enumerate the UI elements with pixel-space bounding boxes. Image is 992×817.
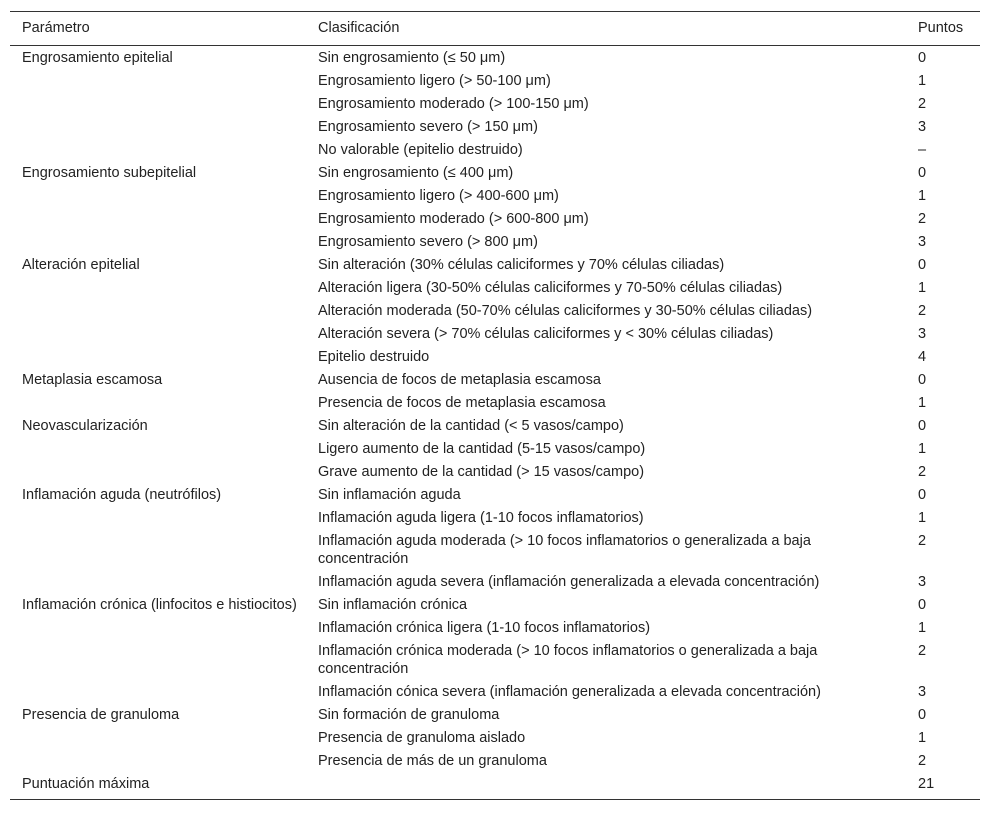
points-cell: 1: [918, 510, 927, 526]
points-cell: 0: [918, 597, 927, 613]
classification-cell: Engrosamiento ligero (> 50-100 μm): [318, 73, 551, 89]
table-body: [10, 46, 980, 800]
table-row: [10, 640, 980, 681]
classification-cell: Engrosamiento moderado (> 100-150 μm): [318, 96, 589, 112]
total-row: [10, 773, 980, 800]
parameter-cell: [10, 231, 306, 254]
header-clasificacion: Clasificación: [306, 12, 906, 46]
parameter-cell: [10, 70, 306, 93]
total-classification-cell: [306, 773, 906, 800]
parameter-cell: [10, 640, 306, 681]
table-row: [10, 594, 980, 617]
points-cell: 3: [918, 119, 927, 135]
classification-cell: Inflamación cónica severa (inflamación generalizada a elevada concentración): [318, 684, 821, 700]
classification-cell: Inflamación crónica moderada (> 10 focos inflamatorios o generalizada a baja concentración: [318, 643, 818, 677]
points-cell: 3: [918, 574, 927, 590]
table-row: [10, 254, 980, 277]
parameter-cell: Engrosamiento subepitelial: [22, 165, 197, 181]
table-row: [10, 727, 980, 750]
table-row: [10, 300, 980, 323]
classification-cell: Alteración severa (> 70% células caliciformes y < 30% células ciliadas): [318, 326, 774, 342]
table-row: [10, 704, 980, 727]
header-row: [10, 12, 980, 46]
points-cell: 1: [918, 620, 927, 636]
classification-cell: Sin alteración de la cantidad (< 5 vasos/campo): [318, 418, 624, 434]
classification-cell: Sin engrosamiento (≤ 400 μm): [318, 165, 514, 181]
points-cell: 0: [918, 418, 927, 434]
points-cell: 2: [918, 211, 927, 227]
table-row: [10, 185, 980, 208]
classification-cell: Grave aumento de la cantidad (> 15 vasos/campo): [318, 464, 645, 480]
points-cell: 2: [918, 533, 927, 549]
classification-cell: Sin inflamación crónica: [318, 597, 468, 613]
table-row: [10, 93, 980, 116]
points-cell: 1: [918, 73, 927, 89]
table-row: [10, 139, 980, 162]
points-cell: 1: [918, 441, 927, 457]
parameter-cell: [10, 208, 306, 231]
parameter-cell: Alteración epitelial: [22, 257, 140, 273]
table-row: [10, 750, 980, 773]
parameter-cell: [10, 571, 306, 594]
classification-cell: Inflamación aguda moderada (> 10 focos inflamatorios o generalizada a baja concentración: [318, 533, 811, 567]
parameter-cell: [10, 681, 306, 704]
parameter-cell: Inflamación crónica (linfocitos e histiocitos): [22, 597, 297, 613]
table-row: [10, 438, 980, 461]
classification-cell: Epitelio destruido: [318, 349, 430, 365]
parameter-cell: Presencia de granuloma: [22, 707, 180, 723]
table-row: [10, 392, 980, 415]
classification-cell: Sin formación de granuloma: [318, 707, 500, 723]
parameter-cell: [10, 185, 306, 208]
scoring-table: [10, 11, 980, 800]
parameter-cell: Inflamación aguda (neutrófilos): [22, 487, 222, 503]
parameter-cell: [10, 116, 306, 139]
classification-cell: Presencia de granuloma aislado: [318, 730, 526, 746]
parameter-cell: Engrosamiento epitelial: [22, 50, 173, 66]
parameter-cell: [10, 617, 306, 640]
parameter-cell: [10, 438, 306, 461]
parameter-cell: [10, 530, 306, 571]
table-row: [10, 116, 980, 139]
parameter-cell: Metaplasia escamosa: [22, 372, 163, 388]
classification-cell: Engrosamiento severo (> 800 μm): [318, 234, 538, 250]
classification-cell: Engrosamiento ligero (> 400-600 μm): [318, 188, 559, 204]
points-cell: 0: [918, 487, 927, 503]
points-cell: 3: [918, 684, 927, 700]
classification-cell: Sin engrosamiento (≤ 50 μm): [318, 50, 506, 66]
table-row: [10, 681, 980, 704]
classification-cell: Inflamación crónica ligera (1-10 focos inflamatorios): [318, 620, 651, 636]
points-cell: 0: [918, 257, 927, 273]
parameter-cell: [10, 727, 306, 750]
parameter-cell: [10, 139, 306, 162]
table-row: [10, 46, 980, 71]
classification-cell: Sin inflamación aguda: [318, 487, 461, 503]
points-cell: 3: [918, 234, 927, 250]
total-points-cell: 21: [906, 773, 980, 800]
points-cell: 3: [918, 326, 927, 342]
table-row: [10, 323, 980, 346]
classification-cell: Ligero aumento de la cantidad (5-15 vasos/campo): [318, 441, 646, 457]
classification-cell: Presencia de focos de metaplasia escamosa: [318, 395, 606, 411]
header-puntos: Puntos: [906, 12, 980, 46]
scoring-table-container: [10, 11, 980, 800]
parameter-cell: [10, 93, 306, 116]
parameter-cell: [10, 392, 306, 415]
table-row: [10, 415, 980, 438]
points-cell: 0: [918, 372, 927, 388]
parameter-cell: [10, 507, 306, 530]
table-row: [10, 571, 980, 594]
table-row: [10, 162, 980, 185]
points-cell: 2: [918, 464, 927, 480]
table-row: [10, 484, 980, 507]
table-row: [10, 346, 980, 369]
classification-cell: Sin alteración (30% células caliciformes y 70% células ciliadas): [318, 257, 725, 273]
table-row: [10, 461, 980, 484]
parameter-cell: [10, 750, 306, 773]
classification-cell: Ausencia de focos de metaplasia escamosa: [318, 372, 601, 388]
classification-cell: Inflamación aguda severa (inflamación generalizada a elevada concentración): [318, 574, 820, 590]
classification-cell: Presencia de más de un granuloma: [318, 753, 547, 769]
parameter-cell: [10, 277, 306, 300]
points-cell: 1: [918, 188, 927, 204]
table-row: [10, 617, 980, 640]
points-cell: 4: [918, 349, 927, 365]
points-cell: 2: [918, 753, 927, 769]
classification-cell: Engrosamiento severo (> 150 μm): [318, 119, 538, 135]
points-cell: 2: [918, 303, 927, 319]
table-row: [10, 369, 980, 392]
points-cell: 1: [918, 730, 927, 746]
points-cell: 0: [918, 50, 927, 66]
points-cell: 0: [918, 707, 927, 723]
classification-cell: Alteración moderada (50-70% células caliciformes y 30-50% células ciliadas): [318, 303, 813, 319]
header-parametro: Parámetro: [10, 12, 306, 46]
classification-cell: No valorable (epitelio destruido): [318, 142, 523, 158]
classification-cell: Alteración ligera (30-50% células caliciformes y 70-50% células ciliadas): [318, 280, 783, 296]
table-row: [10, 208, 980, 231]
parameter-cell: [10, 346, 306, 369]
parameter-cell: [10, 323, 306, 346]
table-row: [10, 507, 980, 530]
points-cell: 1: [918, 280, 927, 296]
parameter-cell: [10, 461, 306, 484]
parameter-cell: Neovascularización: [22, 418, 148, 434]
points-cell: 2: [918, 96, 927, 112]
total-label-cell: Puntuación máxima: [10, 773, 306, 800]
table-row: [10, 231, 980, 254]
points-cell: –: [918, 142, 927, 158]
table-row: [10, 530, 980, 571]
table-header: [10, 12, 980, 46]
classification-cell: Engrosamiento moderado (> 600-800 μm): [318, 211, 589, 227]
table-row: [10, 277, 980, 300]
parameter-cell: [10, 300, 306, 323]
points-cell: 1: [918, 395, 927, 411]
table-row: [10, 70, 980, 93]
points-cell: 2: [918, 643, 927, 659]
points-cell: 0: [918, 165, 927, 181]
classification-cell: Inflamación aguda ligera (1-10 focos inflamatorios): [318, 510, 644, 526]
